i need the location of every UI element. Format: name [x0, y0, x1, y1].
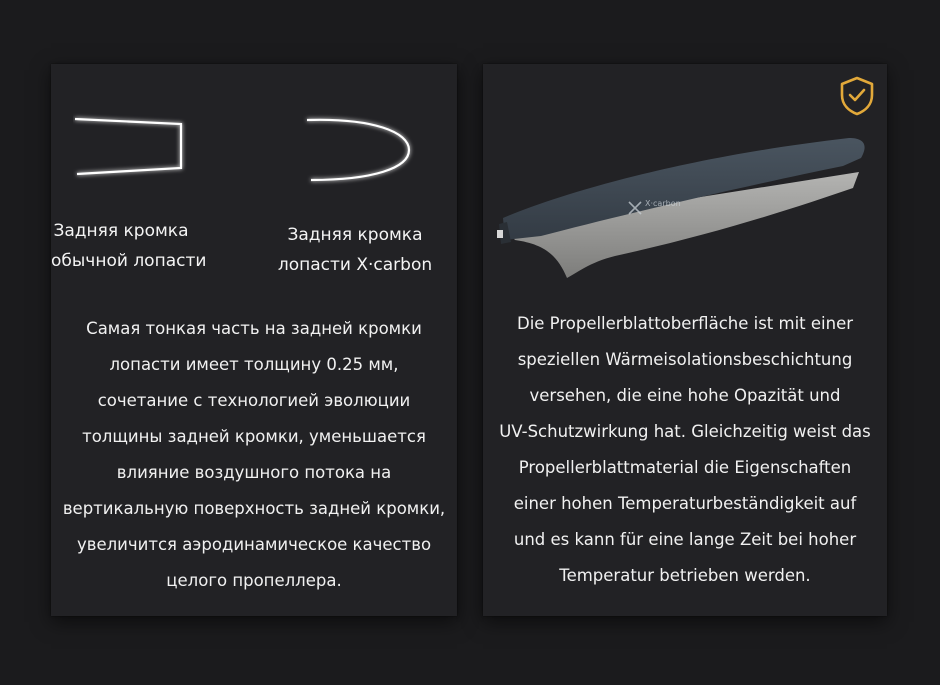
right-description-line: UV-Schutzwirkung hat. Gleichzeitig weist das [499, 422, 871, 441]
right-card [483, 64, 887, 616]
normal-trailing-edge-illustration [73, 112, 193, 188]
xcarbon-edge-label-line2: лопасти X·carbon [277, 255, 433, 275]
left-description-line: вертикальную поверхность задней кромки, [62, 499, 446, 518]
left-card [51, 64, 457, 616]
left-description-line: влияние воздушного потока на [116, 463, 392, 482]
left-description-line: увеличится аэродинамическое качество [76, 535, 432, 554]
right-description-line: Die Propellerblattoberfläche ist mit einer [516, 314, 854, 333]
right-description-line: und es kann für eine lange Zeit bei hoher [513, 530, 857, 549]
left-description-line: сочетание с технологией эволюции [97, 391, 411, 410]
shield-check-icon [839, 76, 875, 116]
left-description-line: лопасти имеет толщину 0.25 мм, [109, 355, 399, 374]
propeller-blade-image [495, 136, 873, 288]
left-description-line: Самая тонкая часть на задней кромки [86, 319, 422, 338]
right-description-line: versehen, die eine hohe Opazität und [529, 386, 841, 405]
left-description-line: целого пропеллера. [166, 571, 342, 590]
xcarbon-edge-label [273, 220, 437, 280]
right-description-line: speziellen Wärmeisolationsbeschichtung [517, 350, 853, 369]
right-description-line: einer hohen Temperaturbeständigkeit auf [513, 494, 857, 513]
xcarbon-trailing-edge-illustration [303, 112, 423, 188]
right-description [483, 306, 887, 594]
left-description-line: толщины задней кромки, уменьшается [82, 427, 426, 446]
normal-edge-label [51, 216, 207, 276]
right-description-line: Propellerblattmaterial die Eigenschaften [518, 458, 852, 477]
blade-logo-text: X·carbon [645, 199, 681, 208]
normal-edge-label-line1: Задняя кромка [53, 221, 189, 241]
normal-edge-label-line2: обычной лопасти [51, 251, 207, 271]
right-description-line: Temperatur betrieben werden. [559, 566, 811, 585]
left-description [51, 311, 457, 599]
xcarbon-edge-label-line1: Задняя кромка [287, 225, 423, 245]
